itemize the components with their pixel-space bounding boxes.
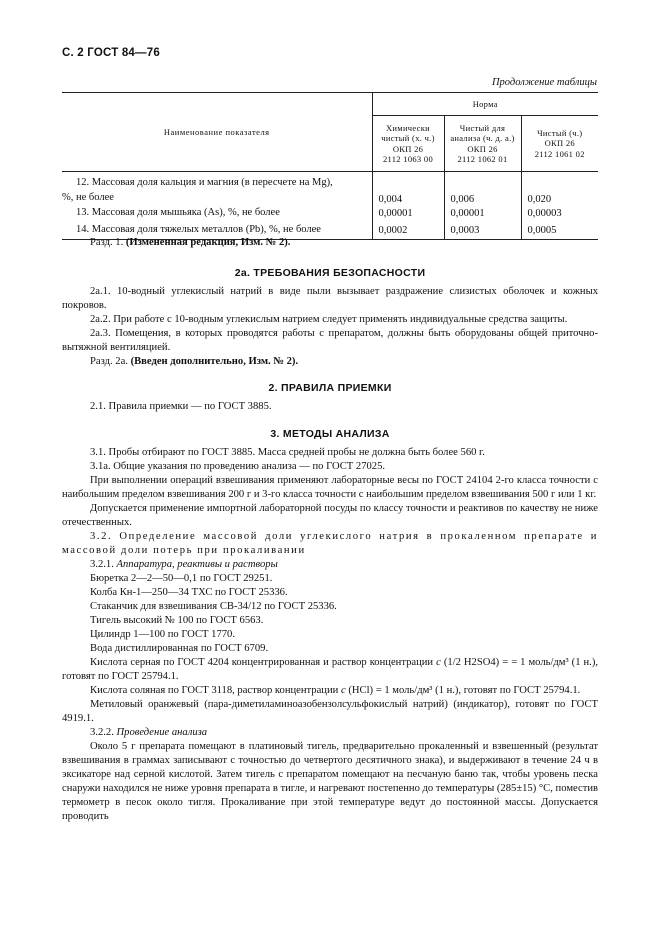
reagent-methyl-orange: Метиловый оранжевый (пара-диметиламиноазобензолсульфокислый натрий) (индикатор), готовят по ГОСТ 4919.1. — [62, 699, 598, 724]
section-heading-safety: 2а. ТРЕБОВАНИЯ БЕЗОПАСНОСТИ — [234, 267, 426, 279]
list-item: Вода дистиллированная по ГОСТ 6709. — [90, 643, 269, 654]
paragraph-3-2-2: 3.2.2. Проведение анализа — [90, 727, 208, 738]
indicator-name-header: Наименование показателя — [62, 93, 372, 172]
paragraph-2a1: 2а.1. 10-водный углекислый натрий в виде пыли вызывает раздражение слизистых оболочек и кожных покровов. — [62, 286, 598, 311]
paragraph-3-2: 3.2. Определение массовой доли углекислого натрия в прокаленном препарате и массовой доли потерь при прокаливании — [62, 531, 598, 556]
list-item: Бюретка 2—2—50—0,1 по ГОСТ 29251. — [90, 573, 273, 584]
amendment-note-razd2a: Разд. 2а. (Введен дополнительно, Изм. № 2). — [90, 356, 299, 367]
paragraph-3-1a-imported: Допускается применение импортной лабораторной посуды по классу точности и реактивов по качеству не ниже отечественных. — [62, 503, 598, 528]
document-body — [62, 236, 598, 824]
list-item: Тигель высокий № 100 по ГОСТ 6563. — [90, 615, 264, 626]
page-header: С. 2 ГОСТ 84—76 — [62, 47, 160, 59]
column-header-chemically-pure: Химически чистый (х. ч.) ОКП 26 2112 1063 00 — [372, 116, 444, 172]
paragraph-3-2-1: 3.2.1. Аппаратура, реактивы и растворы — [90, 559, 278, 570]
list-item: Цилиндр 1—100 по ГОСТ 1770. — [90, 629, 235, 640]
section-heading-acceptance: 2. ПРАВИЛА ПРИЕМКИ — [268, 382, 392, 394]
norm-header: Норма — [372, 93, 598, 116]
amendment-note-razd1: Разд. 1. (Измененная редакция, Изм. № 2). — [90, 237, 291, 248]
paragraph-3-1: 3.1. Пробы отбирают по ГОСТ 3885. Масса средней пробы не должна быть более 560 г. — [90, 447, 485, 458]
paragraph-2a3: 2а.3. Помещения, в которых проводятся работы с препаратом, должны быть оборудованы общей приточно-вытяжной вентиляцией. — [62, 328, 598, 353]
reagent-sulfuric-acid: Кислота серная по ГОСТ 4204 концентрированная и раствор концентрации c (1/2 H2SO4) = = 1 моль/дм³ (1 н.), готовят по ГОСТ 25794.1. — [62, 657, 598, 682]
list-item: Стаканчик для взвешивания СВ-34/12 по ГОСТ 25336. — [90, 601, 337, 612]
reagent-hydrochloric-acid: Кислота соляная по ГОСТ 3118, раствор концентрации c (HCl) = 1 моль/дм³ (1 н.), готовят по ГОСТ 25794.1. — [90, 685, 581, 696]
column-header-pure: Чистый (ч.) ОКП 26 2112 1061 02 — [521, 116, 598, 172]
paragraph-3-1a-weighing: При выполнении операций взвешивания применяют лабораторные весы по ГОСТ 24104 2-го класса точности с наибольшим пределом взвешивания 200 г и 3-го класса точности с наибольшим пределом взвешивания 500 г или 1 кг. — [62, 475, 598, 500]
section-heading-methods: 3. МЕТОДЫ АНАЛИЗА — [270, 428, 390, 440]
procedure-paragraph: Около 5 г препарата помещают в платиновый тигель, предварительно прокаленный и взвешенный (результат взвешивания в граммах записывают с точностью до четвертого десятичного знака), и выдерживают в течение 24 ч в эксикаторе над серной кислотой. Затем тигель с препаратом помещают на песчаную баню так, чтобы уровень песка снаружи находился не ниже уровня препарата в тигле, и нагревают постепенно до температуры (285±15) °С, поместив термометр в песок около тигля. Прокаливание при этой температуре ведут до постоянной массы. Допускается проводить — [62, 741, 598, 822]
table-row: 14. Массовая доля тяжелых металлов (Pb), %, не более 0,0002 0,0003 0,0005 — [62, 222, 598, 240]
table-row: 12. Массовая доля кальция и магния (в пересчете на Mg), %, не более 0,004 0,006 0,020 — [62, 172, 598, 206]
list-item: Колба Кн-1—250—34 ТХС по ГОСТ 25336. — [90, 587, 288, 598]
table-row: 13. Массовая доля мышьяка (As), %, не более 0,00001 0,00001 0,00003 — [62, 205, 598, 222]
column-header-analytical-grade: Чистый для анализа (ч. д. а.) ОКП 26 2112 1062 01 — [444, 116, 521, 172]
paragraph-3-1a: 3.1а. Общие указания по проведению анализа — по ГОСТ 27025. — [90, 461, 386, 472]
paragraph-2-1: 2.1. Правила приемки — по ГОСТ 3885. — [90, 401, 272, 412]
paragraph-2a2: 2а.2. При работе с 10-водным углекислым натрием следует применять индивидуальные средства защиты. — [90, 314, 568, 325]
norms-table — [62, 92, 598, 240]
table-continuation-label: Продолжение таблицы — [491, 77, 597, 88]
